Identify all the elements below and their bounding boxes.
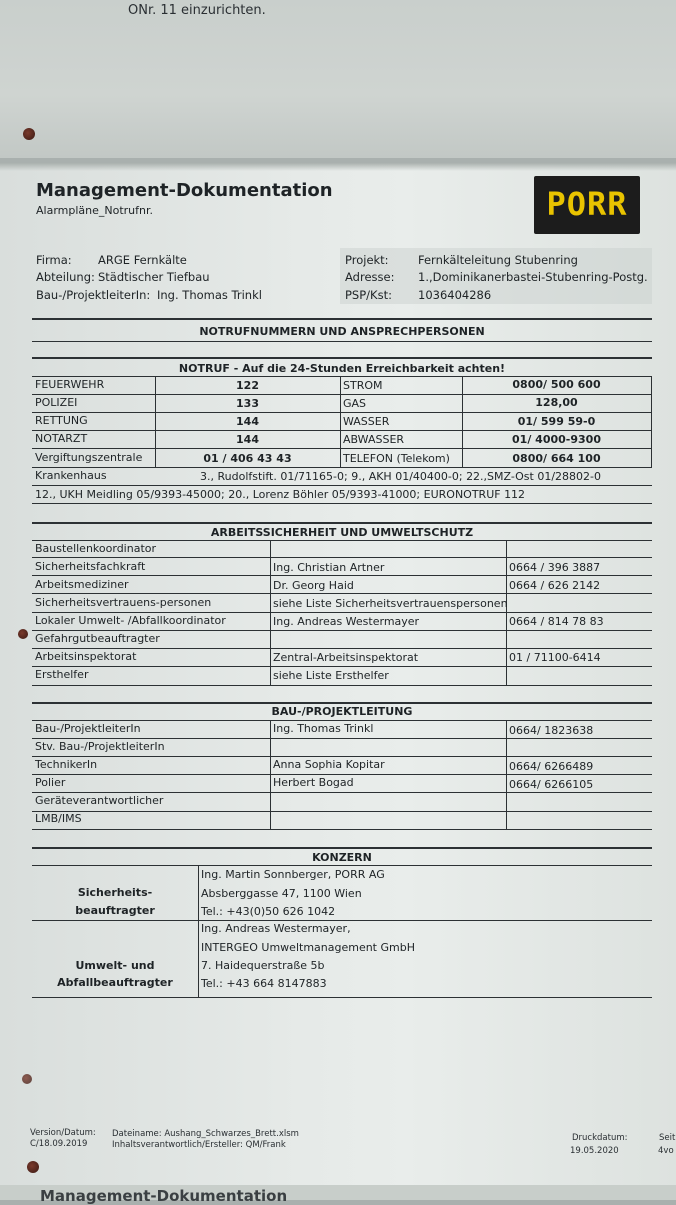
role-label: Baustellenkoordinator	[35, 542, 157, 555]
krankenhaus-line-2: 12., UKH Meidling 05/9393-45000; 20., Lorenz Böhler 05/9393-41000; EURONOTRUF 112	[35, 488, 526, 501]
pin-icon	[18, 629, 28, 639]
abteilung-label: Abteilung:	[36, 270, 95, 284]
sicherheit-detail: Ing. Martin Sonnberger, PORR AG	[201, 868, 385, 881]
umwelt-detail: 7. Haidequerstraße 5b	[201, 959, 325, 972]
notruf-label: RETTUNG	[35, 414, 88, 427]
pin-icon	[23, 128, 35, 140]
notruf-number: 0800/ 664 100	[512, 452, 601, 465]
notruf-label: POLIZEI	[35, 396, 78, 409]
contact-name: Zentral-Arbeitsinspektorat	[273, 651, 419, 664]
notruf-label: GAS	[343, 397, 367, 410]
role-label: Geräteverantwortlicher	[35, 794, 164, 807]
sicherheit-label-line-2: beauftragter	[75, 904, 155, 917]
adresse-label: Adresse:	[345, 270, 395, 284]
konzern-title: KONZERN	[312, 851, 372, 864]
role-label: LMB/IMS	[35, 812, 82, 825]
contact-name: Ing. Andreas Westermayer	[273, 615, 420, 628]
notruf-label: ABWASSER	[343, 433, 405, 446]
umwelt-label-line-2: Abfallbeauftragter	[57, 976, 173, 989]
contact-name: Herbert Bogad	[273, 776, 354, 789]
document-subtitle: Alarmpläne_Notrufnr.	[36, 204, 154, 217]
notruf-label: FEUERWEHR	[35, 378, 105, 391]
pin-icon	[27, 1161, 39, 1173]
projekt-value: Fernkälteleitung Stubenring	[418, 253, 578, 267]
leiter-label: Bau-/ProjektleiterIn:	[36, 288, 151, 302]
projekt-label: Projekt:	[345, 253, 389, 267]
contact-name: siehe Liste Sicherheitsvertrauenspersonen	[273, 597, 508, 610]
notruf-number: 133	[236, 397, 259, 410]
notruf-number: 122	[236, 379, 259, 392]
notruf-label: STROM	[343, 379, 383, 392]
logo-text: PORR	[546, 185, 628, 223]
role-label: Ersthelfer	[35, 668, 89, 681]
document-title: Management-Dokumentation	[36, 180, 333, 201]
umwelt-label-line-1: Umwelt- und	[75, 959, 155, 972]
footer-seite-value: 4vo	[658, 1146, 674, 1156]
contact-phone: 0664 / 396 3887	[509, 561, 601, 574]
next-page-title: Management-Dokumentation	[40, 1187, 288, 1205]
contact-phone: 01 / 71100-6414	[509, 651, 601, 664]
notruf-label: Vergiftungszentrale	[35, 451, 143, 464]
contact-name: Anna Sophia Kopitar	[273, 758, 385, 771]
notruf-number: 0800/ 500 600	[512, 378, 601, 391]
notruf-label: TELEFON (Telekom)	[343, 452, 450, 465]
firma-label: Firma:	[36, 253, 72, 267]
contact-name: Ing. Christian Artner	[273, 561, 385, 574]
porr-logo	[534, 176, 640, 234]
psp-value: 1036404286	[418, 288, 492, 302]
sicherheit-detail: Tel.: +43(0)50 626 1042	[201, 905, 336, 918]
footer-druck-label: Druckdatum:	[572, 1133, 628, 1143]
umwelt-detail: Ing. Andreas Westermayer,	[201, 922, 351, 935]
notruf-number: 144	[236, 433, 259, 446]
role-label: Stv. Bau-/ProjektleiterIn	[35, 740, 165, 753]
leiter-value: Ing. Thomas Trinkl	[157, 288, 262, 302]
contact-name: siehe Liste Ersthelfer	[273, 669, 389, 682]
contact-phone: 0664/ 1823638	[509, 724, 594, 737]
previous-page-note: ONr. 11 einzurichten.	[128, 3, 266, 18]
role-label: Lokaler Umwelt- /Abfallkoordinator	[35, 614, 226, 627]
notruf-subtitle: NOTRUF - Auf die 24-Stunden Erreichbarkeit achten!	[178, 362, 506, 375]
firma-value: ARGE Fernkälte	[98, 253, 187, 267]
role-label: Polier	[35, 776, 66, 789]
adresse-value: 1.,Dominikanerbastei-Stubenring-Postg.	[418, 270, 648, 284]
notruf-number: 01/ 599 59-0	[517, 415, 596, 428]
role-label: Bau-/ProjektleiterIn	[35, 722, 141, 735]
krankenhaus-line-1: 3., Rudolfstift. 01/71165-0; 9., AKH 01/40400-0; 22.,SMZ-Ost 01/28802-0	[200, 470, 602, 483]
footer-inhalt: Inhaltsverantwortlich/Ersteller: QM/Frank	[112, 1140, 286, 1150]
role-label: Arbeitsmediziner	[35, 578, 129, 591]
notruf-number: 01 / 406 43 43	[203, 452, 292, 465]
notruf-number: 01/ 4000-9300	[512, 433, 601, 446]
contact-name: Ing. Thomas Trinkl	[273, 722, 374, 735]
previous-page	[0, 0, 676, 158]
footer-druck-value: 19.05.2020	[570, 1146, 619, 1156]
footer-version-label: Version/Datum:	[30, 1128, 96, 1138]
sicherheit-detail: Absberggasse 47, 1100 Wien	[201, 887, 362, 900]
abteilung-value: Städtischer Tiefbau	[98, 270, 210, 284]
krankenhaus-label: Krankenhaus	[35, 469, 107, 482]
next-page	[0, 1185, 676, 1205]
notruf-number: 128,00	[535, 396, 578, 409]
contact-phone: 0664/ 6266105	[509, 778, 594, 791]
notruf-label: NOTARZT	[35, 432, 88, 445]
notruf-section-title: NOTRUFNUMMERN UND ANSPRECHPERSONEN	[199, 325, 485, 338]
role-label: Arbeitsinspektorat	[35, 650, 137, 663]
role-label: Gefahrgutbeauftragter	[35, 632, 160, 645]
footer-seite-label: Seit	[659, 1133, 676, 1143]
footer-version-value: C/18.09.2019	[30, 1139, 88, 1149]
arbeitssicherheit-title: ARBEITSSICHERHEIT UND UMWELTSCHUTZ	[210, 526, 474, 539]
psp-label: PSP/Kst:	[345, 288, 392, 302]
footer-dateiname: Dateiname: Aushang_Schwarzes_Brett.xlsm	[112, 1129, 299, 1139]
contact-phone: 0664 / 814 78 83	[509, 615, 604, 628]
notruf-number: 144	[236, 415, 259, 428]
contact-phone: 0664 / 626 2142	[509, 579, 601, 592]
umwelt-detail: INTERGEO Umweltmanagement GmbH	[201, 941, 415, 954]
role-label: Sicherheitsfachkraft	[35, 560, 146, 573]
sicherheit-label-line-1: Sicherheits-	[77, 886, 153, 899]
contact-name: Dr. Georg Haid	[273, 579, 354, 592]
role-label: Sicherheitsvertrauens-personen	[35, 596, 212, 609]
pin-icon	[22, 1074, 32, 1084]
role-label: TechnikerIn	[35, 758, 98, 771]
notruf-label: WASSER	[343, 415, 390, 428]
umwelt-detail: Tel.: +43 664 8147883	[201, 977, 327, 990]
bauleitung-title: BAU-/PROJEKTLEITUNG	[271, 705, 413, 718]
contact-phone: 0664/ 6266489	[509, 760, 594, 773]
